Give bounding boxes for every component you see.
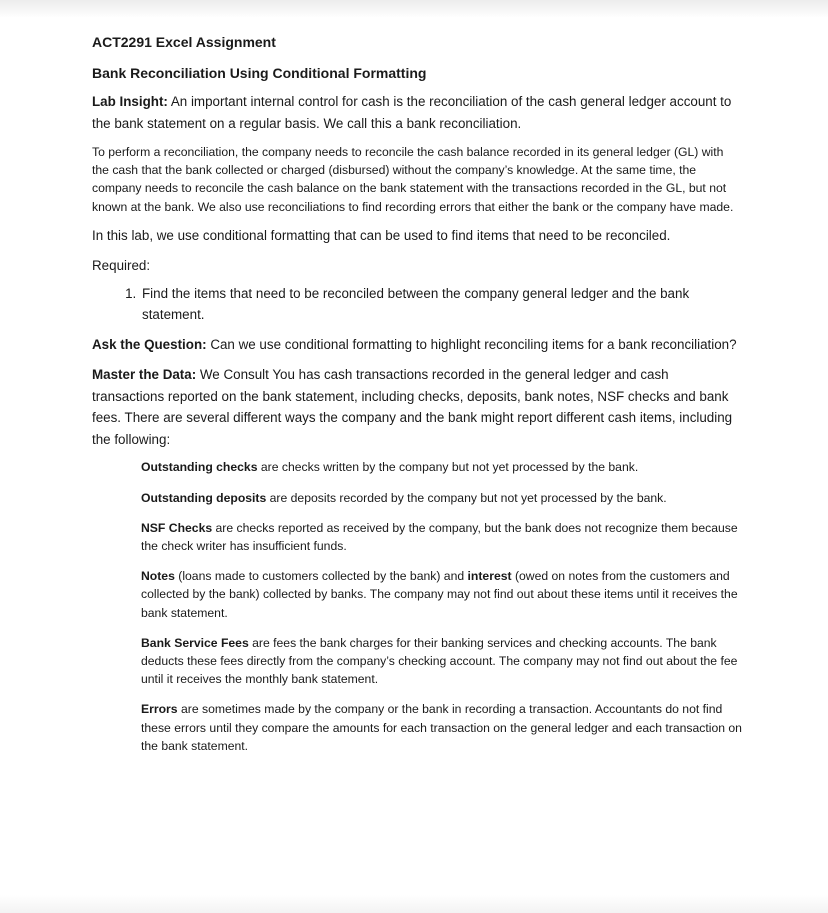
text-outstanding-checks: are checks written by the company but not yet processed by the bank. [257, 460, 639, 475]
master-data-paragraph [92, 364, 742, 450]
text-notes-b: (owed on notes from the customers and collected by the bank) collected by banks. The company may not find out about these items until it receives the bank statement. [141, 569, 738, 620]
definition-bank-fees [141, 634, 742, 689]
lab-insight-paragraph [92, 91, 742, 134]
definition-notes [141, 567, 742, 622]
master-data-text: We Consult You has cash transactions recorded in the general ledger and cash transactions reported on the bank statement, including checks, deposits, bank notes, NSF checks and bank fees. There are several different ways the company and the bank might report different cash items, including the following: [92, 367, 733, 447]
text-errors: are sometimes made by the company or the bank in recording a transaction. Accountants do not find these errors until they compare the amounts for each transaction on the general ledger and each transaction on the bank statement. [141, 702, 742, 753]
document-body [92, 33, 742, 767]
term-notes: Notes [141, 569, 175, 584]
definition-errors [141, 700, 742, 755]
term-outstanding-checks: Outstanding checks [141, 460, 258, 475]
term-nsf-checks: NSF Checks [141, 520, 213, 535]
ask-question-label: Ask the Question: [92, 336, 207, 352]
required-item: 1. Find the items that need to be reconciled between the company general ledger and the bank statement. [140, 283, 742, 326]
required-list [92, 283, 742, 326]
lab-insight-text: An important internal control for cash is the reconciliation of the cash general ledger account to the bank statement on a regular basis. We call this a bank reconciliation. [92, 94, 732, 131]
term-errors: Errors [141, 702, 178, 717]
definitions-list [141, 458, 742, 755]
document-subtitle: Bank Reconciliation Using Conditional Formatting [92, 65, 427, 81]
definition-nsf-checks [141, 519, 742, 555]
master-data-label: Master the Data: [92, 367, 197, 383]
ask-question-paragraph [92, 334, 742, 356]
text-bank-fees: are fees the bank charges for their banking services and checking accounts. The bank deducts these fees directly from the company’s checking account. The company may not find out about the fee until it receives the monthly bank statement. [141, 635, 738, 687]
term-interest: interest [467, 569, 512, 584]
document-title: ACT2291 Excel Assignment [92, 34, 276, 50]
definition-outstanding-deposits [141, 489, 742, 507]
reconciliation-paragraph: To perform a reconciliation, the company needs to reconcile the cash balance recorded in its general ledger (GL) with the cash that the bank collected or charged (disbursed) without the company’s knowledge. At the same time, the company needs to reconcile the cash balance on the bank statement with the transactions recorded in the GL, but not known at the bank. We also use reconciliations to find recording errors that either the bank or the company have made. [92, 145, 734, 214]
term-bank-fees: Bank Service Fees [141, 635, 249, 650]
definition-outstanding-checks [141, 458, 742, 476]
ask-question-text: Can we use conditional formatting to highlight reconciling items for a bank reconciliation? [206, 336, 737, 352]
text-notes-a: (loans made to customers collected by the bank) and [174, 569, 468, 584]
required-label: Required: [92, 258, 151, 274]
text-outstanding-deposits: are deposits recorded by the company but not yet processed by the bank. [266, 490, 667, 505]
lab-paragraph: In this lab, we use conditional formatting that can be used to find items that need to be reconciled. [92, 227, 671, 243]
term-outstanding-deposits: Outstanding deposits [141, 490, 267, 505]
text-nsf-checks: are checks reported as received by the company, but the bank does not recognize them because the check writer has insufficient funds. [141, 520, 738, 553]
lab-insight-label: Lab Insight: [92, 94, 168, 109]
